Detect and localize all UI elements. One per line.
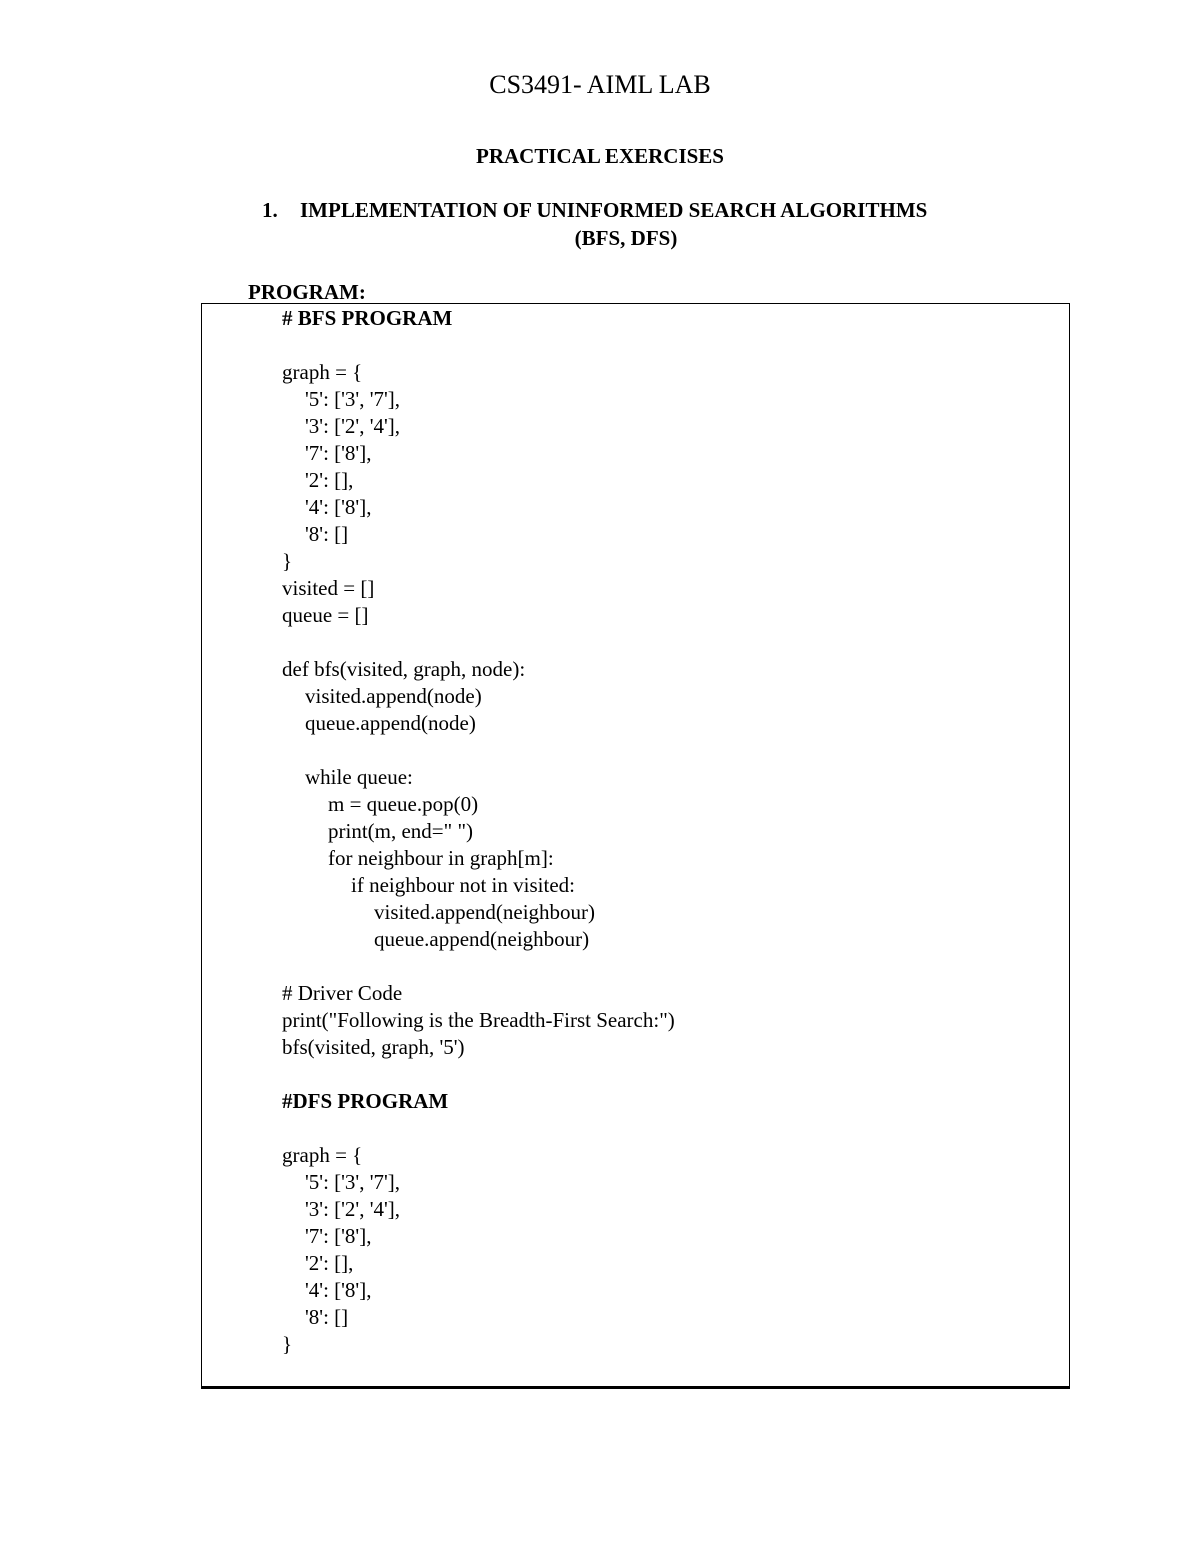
code-line: print(m, end=" ") <box>328 819 474 843</box>
code-line: graph = { <box>282 1143 363 1167</box>
code-line: visited = [] <box>282 576 375 600</box>
code-line: queue.append(neighbour) <box>374 927 590 951</box>
code-line: graph = { <box>282 360 363 384</box>
code-line: # BFS PROGRAM <box>282 306 453 330</box>
code-line: while queue: <box>305 765 413 789</box>
code-line: bfs(visited, graph, '5') <box>282 1035 465 1059</box>
code-line: m = queue.pop(0) <box>328 792 479 816</box>
section-heading: PRACTICAL EXERCISES <box>476 144 724 168</box>
code-line: } <box>282 549 293 573</box>
code-line: #DFS PROGRAM <box>282 1089 449 1113</box>
code-line: # Driver Code <box>282 981 403 1005</box>
code-line: queue.append(node) <box>305 711 476 735</box>
code-line <box>282 629 675 656</box>
code-line: '5': ['3', '7'], <box>305 387 401 411</box>
code-line <box>282 332 675 359</box>
code-line: '8': [] <box>305 522 349 546</box>
program-label: PROGRAM: <box>248 280 366 304</box>
exercise-subtitle: (BFS, DFS) <box>574 226 678 250</box>
code-line: '7': ['8'], <box>305 1224 372 1248</box>
code-line: } <box>282 1332 293 1356</box>
page-header: CS3491- AIML LAB <box>489 70 711 99</box>
code-line: '8': [] <box>305 1305 349 1329</box>
code-line <box>282 1115 675 1142</box>
code-line: '5': ['3', '7'], <box>305 1170 401 1194</box>
code-line: '4': ['8'], <box>305 495 372 519</box>
code-line: '7': ['8'], <box>305 441 372 465</box>
code-line: for neighbour in graph[m]: <box>328 846 554 870</box>
code-line: visited.append(node) <box>305 684 482 708</box>
code-line: '3': ['2', '4'], <box>305 414 401 438</box>
exercise-title-text: IMPLEMENTATION OF UNINFORMED SEARCH ALGORITHMS <box>300 198 928 222</box>
exercise-number: 1. <box>262 198 278 222</box>
code-line <box>282 1061 675 1088</box>
code-line: '3': ['2', '4'], <box>305 1197 401 1221</box>
code-line <box>282 737 675 764</box>
code-line: if neighbour not in visited: <box>351 873 575 897</box>
code-line <box>282 953 675 980</box>
code-line: print("Following is the Breadth-First Search:") <box>282 1008 675 1032</box>
code-line: def bfs(visited, graph, node): <box>282 657 526 681</box>
code-line: visited.append(neighbour) <box>374 900 596 924</box>
code-line: '2': [], <box>305 1251 354 1275</box>
exercise-title <box>262 198 927 223</box>
code-line: '2': [], <box>305 468 354 492</box>
code-listing <box>282 305 675 1358</box>
code-line: queue = [] <box>282 603 369 627</box>
code-line: '4': ['8'], <box>305 1278 372 1302</box>
